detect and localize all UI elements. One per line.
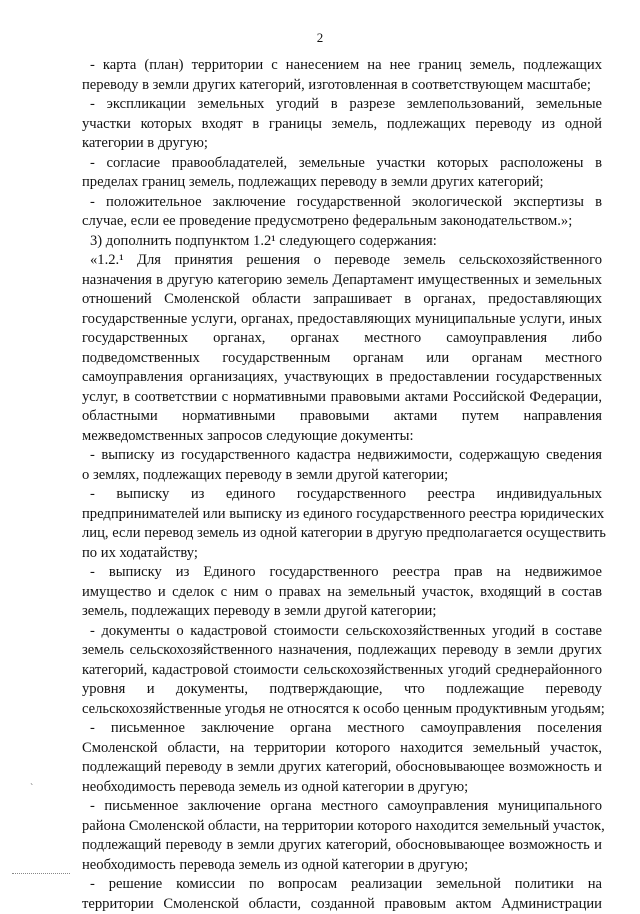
margin-mark: ` xyxy=(30,783,33,794)
text-line: «1.2.¹ Для принятия решения о переводе земель сельскохозяйственного xyxy=(82,251,602,271)
text-line: - письменное заключение органа местного самоуправления муниципального xyxy=(82,797,602,817)
text-line: - согласие правообладателей, земельные участки которых расположены в xyxy=(82,154,602,174)
text-line: территории Смоленской области, созданной правовым актом Администрации xyxy=(82,895,602,914)
text-line: услуг, в соответствии с нормативными правовыми актами Российской Федерации, xyxy=(82,388,602,408)
text-line: участки которых входят в границы земель, подлежащих переводу из одной xyxy=(82,115,602,135)
text-line: самоуправления организациях, участвующих в предоставлении государственных xyxy=(82,368,602,388)
text-line: областными нормативными правовыми актами путем направления xyxy=(82,407,602,427)
text-line: - документы о кадастровой стоимости сельскохозяйственных угодий в составе xyxy=(82,622,602,642)
text-line: сельскохозяйственные угодья не относятся к особо ценным продуктивным угодьям; xyxy=(82,700,602,720)
text-line: случае, если ее проведение предусмотрено федеральным законодательством.»; xyxy=(82,212,602,232)
text-line: земель, подлежащих переводу в земли другой категории; xyxy=(82,602,602,622)
text-line: Смоленской области, на территории которого находится земельный участок, xyxy=(82,739,602,759)
text-line: отношений Смоленской области запрашивает в органах, предоставляющих xyxy=(82,290,602,310)
text-line: уровня и документы, подтверждающие, что подлежащие переводу xyxy=(82,680,602,700)
text-line: по их ходатайству; xyxy=(82,544,602,564)
text-line: 3) дополнить подпунктом 1.2¹ следующего содержания: xyxy=(82,232,602,252)
text-line: назначения в другую категорию земель Департамент имущественных и земельных xyxy=(82,271,602,291)
text-line: необходимость перевода земель из одной категории в другую; xyxy=(82,856,602,876)
text-line: - письменное заключение органа местного самоуправления поселения xyxy=(82,719,602,739)
text-line: имущество и сделок с ним о правах на земельный участок, входящий в состав xyxy=(82,583,602,603)
page-number: 2 xyxy=(0,30,640,46)
scan-artifact-line xyxy=(12,873,70,874)
text-line: подведомственных государственным органам или органам местного xyxy=(82,349,602,369)
text-line: государственные услуги, органах, предоставляющих муниципальные услуги, иных xyxy=(82,310,602,330)
text-line: - положительное заключение государственной экологической экспертизы в xyxy=(82,193,602,213)
text-line: пределах границ земель, подлежащих переводу в земли других категорий; xyxy=(82,173,602,193)
text-line: предпринимателей или выписку из единого государственного реестра юридических xyxy=(82,505,602,525)
text-line: - выписку из единого государственного реестра индивидуальных xyxy=(82,485,602,505)
text-line: - карта (план) территории с нанесением на нее границ земель, подлежащих xyxy=(82,56,602,76)
document-body xyxy=(82,56,602,914)
text-line: категорий, кадастровой стоимости сельскохозяйственных угодий среднерайонного xyxy=(82,661,602,681)
text-line: межведомственных запросов следующие документы: xyxy=(82,427,602,447)
text-line: категории в другую; xyxy=(82,134,602,154)
text-line: - выписку из Единого государственного реестра прав на недвижимое xyxy=(82,563,602,583)
text-line: лиц, если перевод земель из одной категории в другую предполагается осуществить xyxy=(82,524,602,544)
text-line: района Смоленской области, на территории которого находится земельный участок, xyxy=(82,817,602,837)
text-line: переводу в земли других категорий, изготовленная в соответствующем масштабе; xyxy=(82,76,602,96)
text-line: подлежащий переводу в земли других категорий, обосновывающее возможность и xyxy=(82,758,602,778)
text-line: подлежащий переводу в земли других категорий, обосновывающее возможность и xyxy=(82,836,602,856)
text-line: - выписку из государственного кадастра недвижимости, содержащую сведения xyxy=(82,446,602,466)
text-line: - решение комиссии по вопросам реализации земельной политики на xyxy=(82,875,602,895)
text-line: - экспликации земельных угодий в разрезе землепользований, земельные xyxy=(82,95,602,115)
text-line: государственных органах, органах местного самоуправления либо xyxy=(82,329,602,349)
text-line: земель сельскохозяйственного назначения, подлежащих переводу в земли других xyxy=(82,641,602,661)
text-line: необходимость перевода земель из одной категории в другую; xyxy=(82,778,602,798)
text-line: о землях, подлежащих переводу в земли другой категории; xyxy=(82,466,602,486)
